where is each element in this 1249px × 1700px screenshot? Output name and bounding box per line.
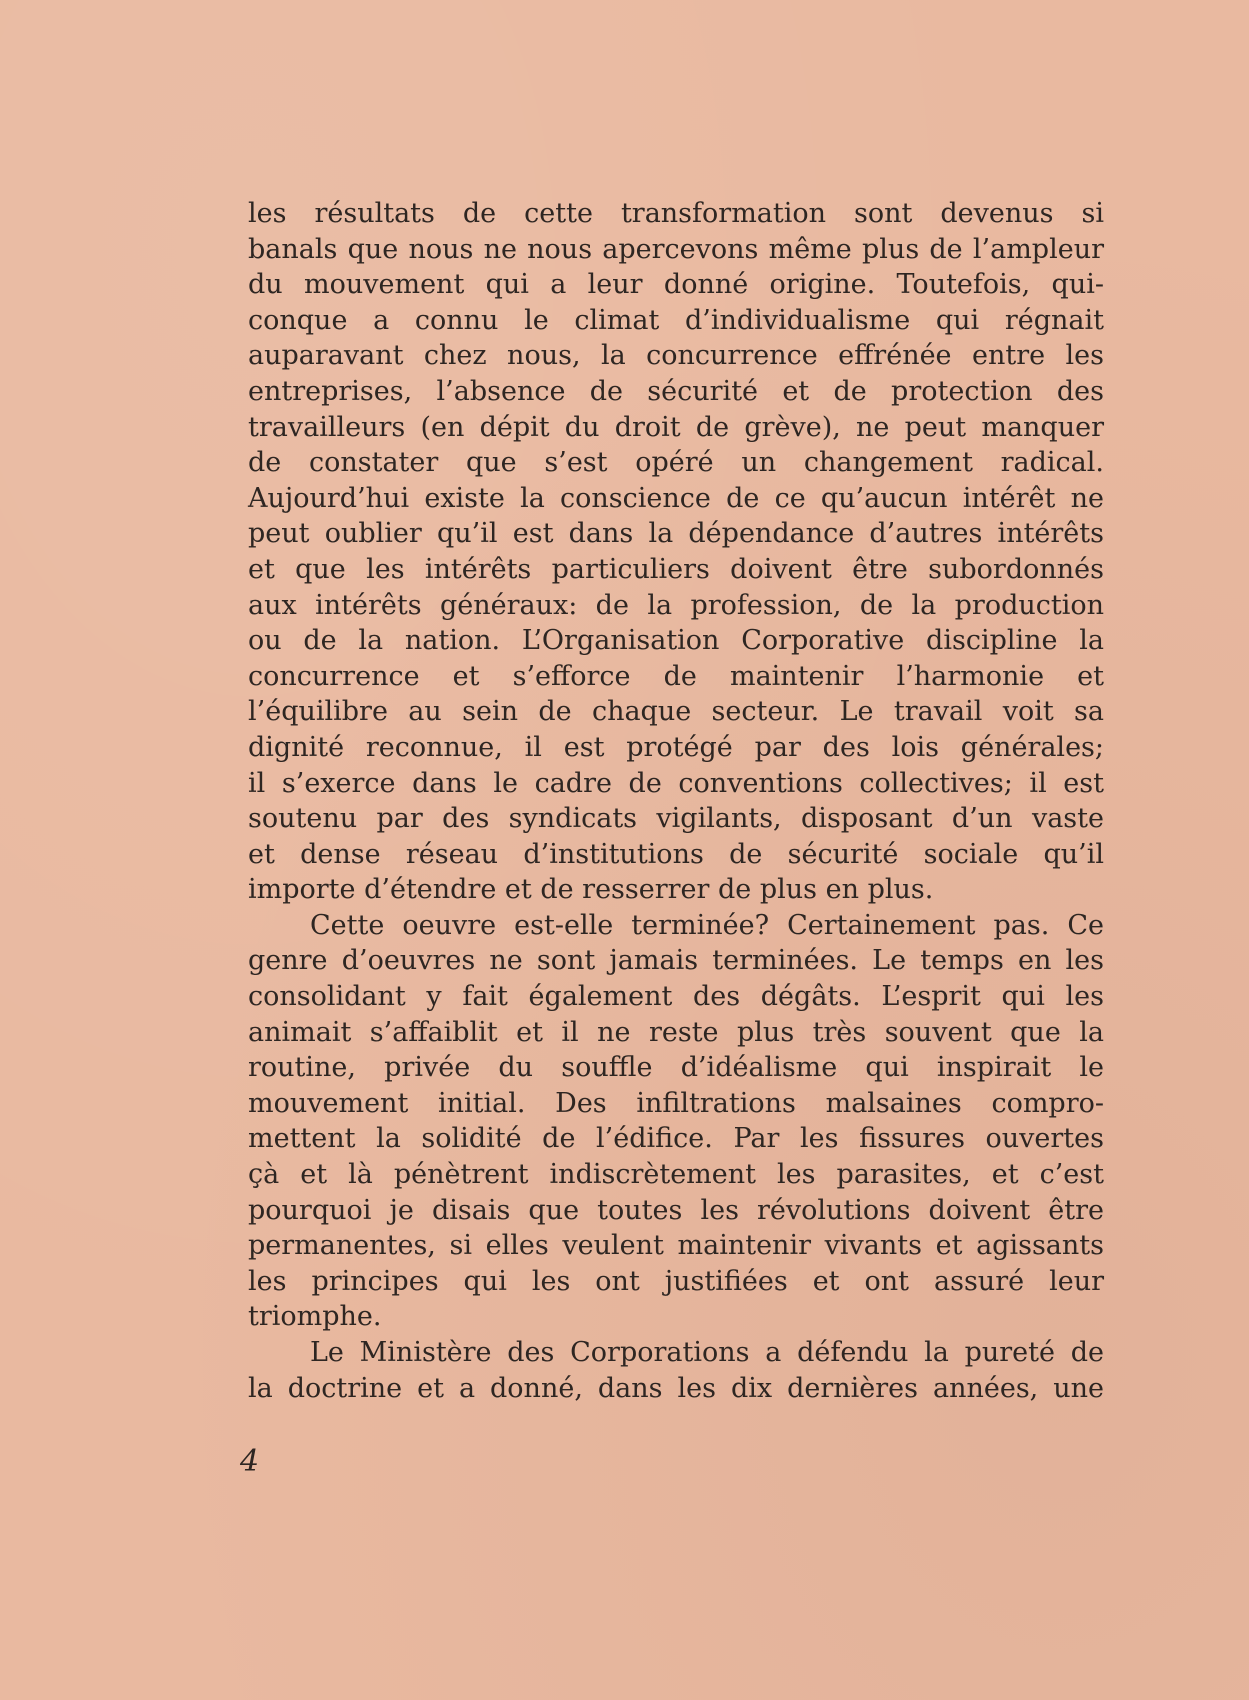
paragraph — [248, 1335, 1104, 1406]
text-line: du mouvement qui a leur donné origine. Toutefois, qui- — [248, 269, 1104, 301]
text-line: çà et là pénètrent indiscrètement les parasites, et c’est — [248, 1159, 1104, 1191]
text-line: Cette oeuvre est-elle terminée? Certainement pas. Ce — [310, 909, 1104, 941]
text-line: consolidant y fait également des dégâts. L’esprit qui les — [248, 981, 1104, 1013]
text-line: permanentes, si elles veulent maintenir vivants et agissants — [248, 1230, 1104, 1262]
text-line: routine, privée du souffle d’idéalisme qui inspirait le — [248, 1052, 1104, 1084]
text-line: pourquoi je disais que toutes les révolutions doivent être — [248, 1194, 1104, 1226]
text-line: les résultats de cette transformation sont devenus si — [248, 198, 1104, 229]
text-line: animait s’affaiblit et il ne reste plus très souvent que la — [248, 1016, 1104, 1048]
body-text — [248, 196, 1104, 1406]
text-line: concurrence et s’efforce de maintenir l’harmonie et — [248, 660, 1104, 692]
text-line: triomphe. — [248, 1301, 382, 1333]
text-line: entreprises, l’absence de sécurité et de protection des — [248, 375, 1104, 407]
text-line: l’équilibre au sein de chaque secteur. Le travail voit sa — [248, 696, 1104, 728]
paragraph — [248, 196, 1104, 908]
text-line: dignité reconnue, il est protégé par des lois générales; — [248, 731, 1104, 763]
text-line: mouvement initial. Des infiltrations malsaines compro- — [248, 1087, 1104, 1119]
text-line: la doctrine et a donné, dans les dix dernières années, une — [248, 1372, 1104, 1404]
text-line: auparavant chez nous, la concurrence effrénée entre les — [248, 340, 1104, 372]
text-line: soutenu par des syndicats vigilants, disposant d’un vaste — [248, 803, 1104, 835]
text-line: Le Ministère des Corporations a défendu la pureté de — [310, 1337, 1104, 1368]
text-line: et dense réseau d’institutions de sécurité sociale qu’il — [248, 838, 1104, 870]
text-line: et que les intérêts particuliers doivent être subordonnés — [248, 553, 1104, 585]
text-line: les principes qui les ont justifiées et ont assuré leur — [248, 1265, 1104, 1297]
text-line: ou de la nation. L’Organisation Corporative discipline la — [248, 625, 1104, 657]
text-line: il s’exerce dans le cadre de conventions collectives; il est — [248, 767, 1104, 799]
text-line: aux intérêts généraux: de la profession, de la production — [248, 589, 1104, 621]
text-line: mettent la solidité de l’édifice. Par les fissures ouvertes — [248, 1123, 1104, 1155]
text-line: peut oublier qu’il est dans la dépendance d’autres intérêts — [248, 518, 1104, 550]
text-line: importe d’étendre et de resserrer de plus en plus. — [248, 874, 934, 906]
text-line: Aujourd’hui existe la conscience de ce qu’aucun intérêt ne — [248, 482, 1104, 514]
text-line: banals que nous ne nous apercevons même plus de l’ampleur — [248, 233, 1104, 265]
paragraph — [248, 908, 1104, 1335]
text-line: genre d’oeuvres ne sont jamais terminées. Le temps en les — [248, 945, 1104, 977]
page-number: 4 — [240, 1444, 260, 1479]
text-line: de constater que s’est opéré un changement radical. — [248, 447, 1104, 479]
text-line: travailleurs (en dépit du droit de grève), ne peut manquer — [248, 411, 1104, 443]
text-line: conque a connu le climat d’individualisme qui régnait — [248, 304, 1104, 336]
